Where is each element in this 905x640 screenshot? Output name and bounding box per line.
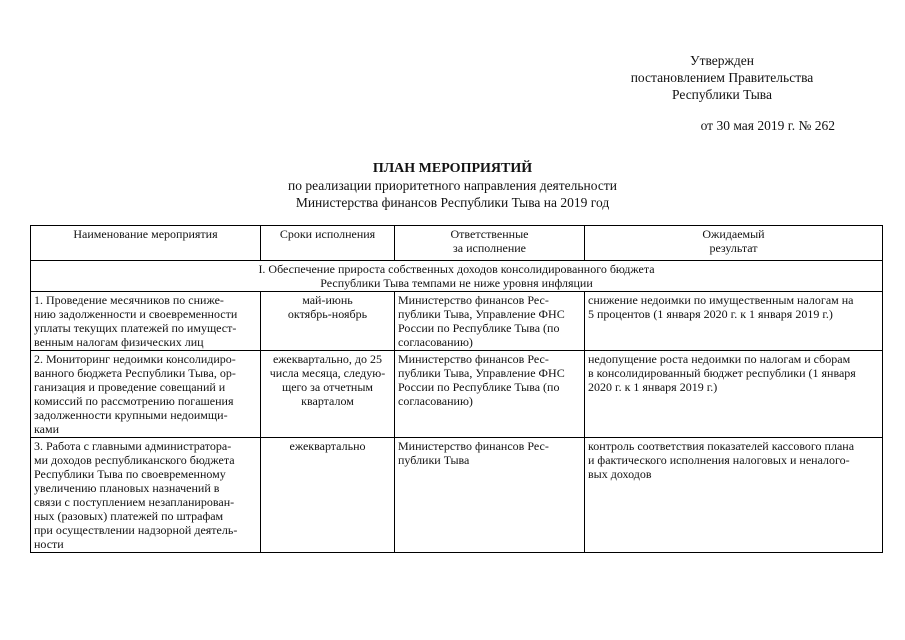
- approval-line-3: Республики Тыва: [672, 87, 772, 102]
- cell-result: контроль соответствия показателей кассового плана и фактического исполнения налоговых и неналого- вых доходов: [585, 438, 883, 553]
- cell-deadline: май-июнь октябрь-ноябрь: [261, 292, 395, 351]
- cell-responsible: Министерство финансов Рес- публики Тыва, Управление ФНС России по Республике Тыва (по согласованию): [395, 351, 585, 438]
- cell-activity: 1. Проведение месячников по сниже- нию задолженности и своевременности уплаты текущих платежей по имущест- венным налогам физических лиц: [31, 292, 261, 351]
- approval-line-1: Утвержден: [690, 53, 754, 68]
- cell-activity: 3. Работа с главными администратора- ми доходов республиканского бюджета Республики Тыва по своевременному увеличению плановых назначений в связи с поступлением незапланирован- ных (разовых) платежей по штрафам при осуществлении надзорной деятель- ности: [31, 438, 261, 553]
- section-row: [31, 261, 883, 292]
- table-row: [31, 351, 883, 438]
- header-result: Ожидаемый результат: [585, 226, 883, 261]
- cell-activity: 2. Мониторинг недоимки консолидиро- ванного бюджета Республики Тыва, ор- ганизация и проведение совещаний и комиссий по рассмотрению погашения задолженности крупными недоимщи- ками: [31, 351, 261, 438]
- title-block: [0, 160, 905, 211]
- section-title: I. Обеспечение прироста собственных доходов консолидированного бюджета Республики Тыва темпами не ниже уровня инфляции: [31, 261, 883, 292]
- table-row: [31, 292, 883, 351]
- approval-line-2: постановлением Правительства: [630, 70, 814, 85]
- cell-deadline: ежеквартально, до 25 числа месяца, следую- щего за отчетным кварталом: [261, 351, 395, 438]
- document-title: ПЛАН МЕРОПРИЯТИЙ: [372, 161, 533, 176]
- cell-responsible: Министерство финансов Рес- публики Тыва: [395, 438, 585, 553]
- table-row: [31, 438, 883, 553]
- approval-block: [612, 52, 832, 103]
- decree-date: от 30 мая 2019 г. № 262: [700, 118, 835, 133]
- cell-result: снижение недоимки по имущественным налогам на 5 процентов (1 января 2020 г. к 1 января 2019 г.): [585, 292, 883, 351]
- document-subtitle-1: по реализации приоритетного направления деятельности: [288, 178, 617, 193]
- cell-result: недопущение роста недоимки по налогам и сборам в консолидированный бюджет республики (1 января 2020 г. к 1 января 2019 г.): [585, 351, 883, 438]
- header-deadline: Сроки исполнения: [261, 226, 395, 261]
- cell-responsible: Министерство финансов Рес- публики Тыва, Управление ФНС России по Республике Тыва (по согласованию): [395, 292, 585, 351]
- cell-deadline: ежеквартально: [261, 438, 395, 553]
- table-header-row: [31, 226, 883, 261]
- header-responsible: Ответственные за исполнение: [395, 226, 585, 261]
- header-activity: Наименование мероприятия: [31, 226, 261, 261]
- document-subtitle-2: Министерства финансов Республики Тыва на 2019 год: [295, 195, 610, 210]
- plan-table: [30, 225, 883, 553]
